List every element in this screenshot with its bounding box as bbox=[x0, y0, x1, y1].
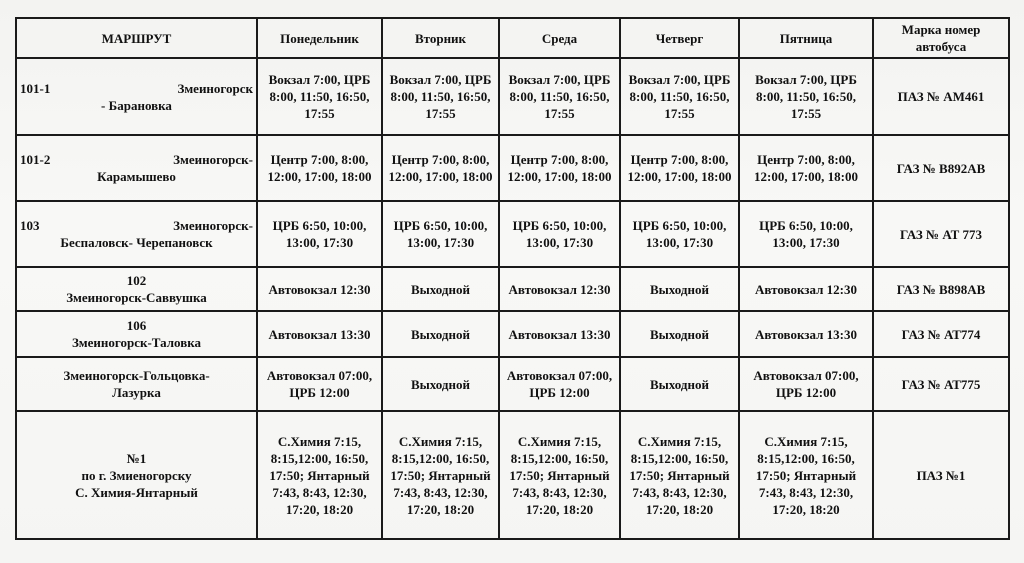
schedule-monday: Автовокзал 12:30 bbox=[257, 267, 382, 311]
schedule-wednesday: Центр 7:00, 8:00, 12:00, 17:00, 18:00 bbox=[499, 135, 620, 201]
schedule-wednesday: Автовокзал 13:30 bbox=[499, 311, 620, 357]
table-row bbox=[16, 311, 1009, 357]
schedule-tuesday: ЦРБ 6:50, 10:00, 13:00, 17:30 bbox=[382, 201, 499, 267]
route-cell bbox=[16, 267, 257, 311]
route-name-part: С. Химия-Янтарный bbox=[75, 484, 198, 500]
schedule-monday: Центр 7:00, 8:00, 12:00, 17:00, 18:00 bbox=[257, 135, 382, 201]
route-cell bbox=[16, 311, 257, 357]
header-wednesday: Среда bbox=[499, 18, 620, 58]
schedule-friday: Автовокзал 13:30 bbox=[739, 311, 873, 357]
route-cell bbox=[16, 135, 257, 201]
schedule-wednesday: Автовокзал 07:00, ЦРБ 12:00 bbox=[499, 357, 620, 411]
schedule-wednesday: Вокзал 7:00, ЦРБ 8:00, 11:50, 16:50, 17:55 bbox=[499, 58, 620, 135]
schedule-tuesday: Центр 7:00, 8:00, 12:00, 17:00, 18:00 bbox=[382, 135, 499, 201]
bus-schedule-table bbox=[15, 17, 1010, 540]
route-number: 101-1 bbox=[20, 80, 51, 96]
header-route: МАРШРУТ bbox=[16, 18, 257, 58]
table-row bbox=[16, 58, 1009, 135]
schedule-thursday: Выходной bbox=[620, 357, 739, 411]
header-bus-line1: Марка номер bbox=[901, 22, 981, 37]
bus-number: ПАЗ №1 bbox=[873, 411, 1009, 539]
bus-number: ПАЗ № АМ461 bbox=[873, 58, 1009, 135]
route-number: 103 bbox=[20, 218, 40, 233]
route-name-part: Змеиногорск- bbox=[173, 218, 253, 233]
route-cell bbox=[16, 411, 257, 539]
header-tuesday: Вторник bbox=[382, 18, 499, 58]
header-thursday: Четверг bbox=[620, 18, 739, 58]
bus-number: ГАЗ № АТ 773 bbox=[873, 201, 1009, 267]
schedule-tuesday: Выходной bbox=[382, 357, 499, 411]
schedule-wednesday: Автовокзал 12:30 bbox=[499, 267, 620, 311]
route-name-part: Змеиногорск-Таловка bbox=[71, 335, 202, 350]
route-name-part: Змеиногорск- bbox=[173, 152, 253, 167]
header-monday: Понедельник bbox=[257, 18, 382, 58]
header-friday: Пятница bbox=[739, 18, 873, 58]
schedule-monday: Автовокзал 07:00, ЦРБ 12:00 bbox=[257, 357, 382, 411]
route-number: 102 bbox=[126, 273, 147, 288]
route-cell bbox=[16, 58, 257, 135]
schedule-thursday: С.Химия 7:15, 8:15,12:00, 16:50, 17:50; Янтарный 7:43, 8:43, 12:30, 17:20, 18:20 bbox=[620, 411, 739, 539]
schedule-friday: С.Химия 7:15, 8:15,12:00, 16:50, 17:50; Янтарный 7:43, 8:43, 12:30, 17:20, 18:20 bbox=[739, 411, 873, 539]
route-number: 106 bbox=[126, 318, 147, 333]
route-number: №1 bbox=[126, 450, 147, 466]
bus-number: ГАЗ № В892АВ bbox=[873, 135, 1009, 201]
route-name-part: Змеиногорск-Гольцовка- bbox=[63, 368, 210, 383]
route-name-part: Карамышево bbox=[97, 169, 176, 184]
route-cell bbox=[16, 201, 257, 267]
schedule-tuesday: Вокзал 7:00, ЦРБ 8:00, 11:50, 16:50, 17:55 bbox=[382, 58, 499, 135]
route-name-part: по г. Змиеногорску bbox=[81, 467, 192, 483]
schedule-monday: Автовокзал 13:30 bbox=[257, 311, 382, 357]
schedule-tuesday: Выходной bbox=[382, 311, 499, 357]
schedule-friday: Автовокзал 12:30 bbox=[739, 267, 873, 311]
schedule-monday: С.Химия 7:15, 8:15,12:00, 16:50, 17:50; Янтарный 7:43, 8:43, 12:30, 17:20, 18:20 bbox=[257, 411, 382, 539]
schedule-friday: Центр 7:00, 8:00, 12:00, 17:00, 18:00 bbox=[739, 135, 873, 201]
schedule-tuesday: С.Химия 7:15, 8:15,12:00, 16:50, 17:50; Янтарный 7:43, 8:43, 12:30, 17:20, 18:20 bbox=[382, 411, 499, 539]
schedule-thursday: Вокзал 7:00, ЦРБ 8:00, 11:50, 16:50, 17:55 bbox=[620, 58, 739, 135]
route-name-part: Беспаловск- Черепановск bbox=[60, 235, 213, 250]
schedule-monday: ЦРБ 6:50, 10:00, 13:00, 17:30 bbox=[257, 201, 382, 267]
schedule-wednesday: ЦРБ 6:50, 10:00, 13:00, 17:30 bbox=[499, 201, 620, 267]
table-row bbox=[16, 267, 1009, 311]
schedule-thursday: Выходной bbox=[620, 267, 739, 311]
schedule-wednesday: С.Химия 7:15, 8:15,12:00, 16:50, 17:50; Янтарный 7:43, 8:43, 12:30, 17:20, 18:20 bbox=[499, 411, 620, 539]
schedule-thursday: ЦРБ 6:50, 10:00, 13:00, 17:30 bbox=[620, 201, 739, 267]
schedule-friday: Автовокзал 07:00, ЦРБ 12:00 bbox=[739, 357, 873, 411]
route-name-part: Змеиногорск-Саввушка bbox=[66, 290, 207, 305]
header-bus-line2: автобуса bbox=[915, 39, 967, 54]
schedule-tuesday: Выходной bbox=[382, 267, 499, 311]
schedule-thursday: Выходной bbox=[620, 311, 739, 357]
bus-number: ГАЗ № АТ774 bbox=[873, 311, 1009, 357]
table-row bbox=[16, 135, 1009, 201]
schedule-monday: Вокзал 7:00, ЦРБ 8:00, 11:50, 16:50, 17:55 bbox=[257, 58, 382, 135]
bus-number: ГАЗ № В898АВ bbox=[873, 267, 1009, 311]
route-name-part: Змеиногорск bbox=[177, 80, 253, 96]
schedule-friday: Вокзал 7:00, ЦРБ 8:00, 11:50, 16:50, 17:55 bbox=[739, 58, 873, 135]
header-bus bbox=[873, 18, 1009, 58]
table-row bbox=[16, 357, 1009, 411]
bus-number: ГАЗ № АТ775 bbox=[873, 357, 1009, 411]
route-name-part: - Барановка bbox=[101, 97, 172, 113]
route-cell bbox=[16, 357, 257, 411]
route-number: 101-2 bbox=[20, 152, 51, 167]
route-name-part: Лазурка bbox=[112, 385, 161, 400]
schedule-thursday: Центр 7:00, 8:00, 12:00, 17:00, 18:00 bbox=[620, 135, 739, 201]
schedule-friday: ЦРБ 6:50, 10:00, 13:00, 17:30 bbox=[739, 201, 873, 267]
table-row bbox=[16, 201, 1009, 267]
table-row bbox=[16, 411, 1009, 539]
header-row bbox=[16, 18, 1009, 58]
